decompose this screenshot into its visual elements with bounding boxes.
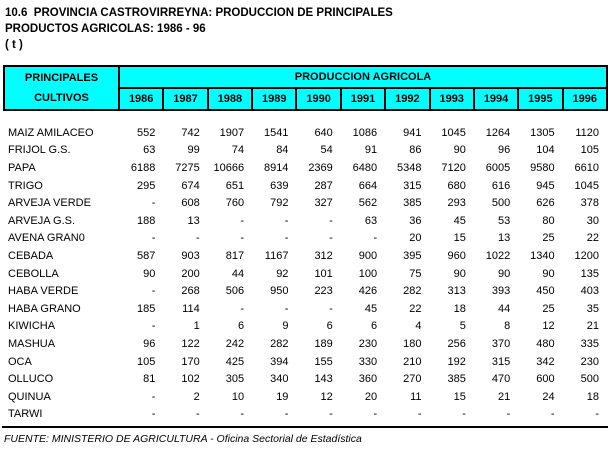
value-cell: 626 [536,197,555,210]
value-cell: 44 [497,302,511,315]
year-header-1992: 1992 [385,88,429,110]
value-cell: 6 [237,320,245,333]
value-cell: 185 [137,302,156,315]
value-cell: 155 [314,355,333,368]
value-cell: 342 [536,355,555,368]
value-cell: 25 [542,302,555,315]
value-cell: 600 [536,373,555,386]
value-cell: 1305 [530,126,555,139]
crop-label: ARVEJA VERDE [8,197,91,210]
value-cell: 587 [137,249,156,262]
table-row [4,110,607,142]
crop-label: MAIZ AMILACEO [8,126,94,139]
value-cell: - [284,232,289,245]
value-cell: 30 [586,214,599,227]
value-cell: - [240,232,245,245]
value-cell: 2 [193,390,200,403]
value-cell: 393 [491,285,511,298]
year-header-1987: 1987 [163,88,207,110]
value-cell: 4 [415,320,422,333]
value-cell: 394 [270,355,289,368]
value-cell: 21 [586,320,599,333]
value-cell: 36 [409,214,422,227]
value-cell: 370 [491,337,511,350]
value-cell: 25 [542,232,555,245]
value-cell: 10 [231,390,245,403]
value-cell: - [284,302,289,315]
value-cell: 5 [459,320,466,333]
value-cell: 53 [497,214,511,227]
value-cell: 312 [314,249,333,262]
crop-label: OLLUCO [8,373,54,386]
value-cell: 13 [187,214,200,227]
table-row [4,370,607,388]
value-cell: - [240,302,245,315]
crop-label: ARVEJA G.S. [8,214,76,227]
value-cell: 91 [364,144,378,157]
value-cell: 480 [536,337,555,350]
value-cell: 817 [225,249,245,262]
value-cell: 242 [225,337,245,350]
value-cell: 114 [182,302,200,315]
value-cell: 1340 [530,249,555,262]
table-row [4,335,607,353]
year-header-1988: 1988 [208,88,252,110]
value-cell: - [284,408,289,421]
production-table [3,65,608,423]
table-row [4,142,607,160]
crop-label: HABA VERDE [8,285,79,298]
value-cell: 1045 [574,179,599,192]
value-cell: 90 [143,267,156,280]
value-cell: 385 [447,373,466,386]
crop-label: AVENA GRAN0 [8,232,85,245]
table-row [4,388,607,406]
value-cell: 20 [409,232,422,245]
table-row [4,406,607,424]
value-cell: 18 [586,390,599,403]
source-note: FUENTE: MINISTERIO DE AGRICULTURA - Oficina Sectorial de Estadística [4,433,362,446]
value-cell: 6 [326,320,333,333]
value-cell: 90 [453,144,466,157]
unit-label: ( t ) [5,39,23,51]
value-cell: 945 [536,179,555,192]
value-cell: 80 [542,214,555,227]
value-cell: 188 [137,214,156,227]
value-cell: 210 [403,355,422,368]
value-cell: 1120 [575,126,599,139]
value-cell: 6610 [574,161,599,174]
value-cell: - [151,232,156,245]
value-cell: 105 [580,144,599,157]
value-cell: 385 [403,197,422,210]
value-cell: 20 [364,390,378,403]
value-cell: - [151,390,156,403]
table-row [4,265,607,283]
value-cell: 21 [497,390,511,403]
value-cell: 287 [314,179,333,192]
value-cell: 664 [358,179,378,192]
year-header-1994: 1994 [474,88,518,110]
value-cell: 1 [193,320,200,333]
value-cell: 1541 [263,126,289,139]
value-cell: 9580 [530,161,555,174]
year-header-1989: 1989 [252,88,296,110]
value-cell: 15 [453,390,466,403]
group-header-cell: PRODUCCION AGRICOLA [119,66,607,88]
value-cell: - [240,408,245,421]
title-line-1: 10.6 PROVINCIA CASTROVIRREYNA: PRODUCCION DE PRINCIPALES [5,7,393,19]
value-cell: 282 [403,285,422,298]
value-cell: - [329,408,333,421]
crop-label: TRIGO [8,179,43,192]
value-cell: 135 [580,267,599,280]
crop-label: MASHUA [8,337,56,350]
value-cell: 180 [403,337,422,350]
value-cell: 9 [282,320,289,333]
crop-label: PAPA [8,161,36,174]
value-cell: 19 [276,390,289,403]
value-cell: - [373,232,378,245]
value-cell: 90 [542,267,555,280]
value-cell: 101 [314,267,333,280]
row-header-cell [4,66,119,110]
value-cell: 562 [358,197,378,210]
crop-label: TARWI [8,408,43,421]
value-cell: 45 [364,302,378,315]
value-cell: 327 [314,197,333,210]
title-line-2: PRODUCTOS AGRICOLAS: 1986 - 96 [5,23,206,35]
table-row [4,230,607,248]
year-header-1996: 1996 [563,88,607,110]
table-row [4,353,607,371]
year-header-1990: 1990 [296,88,340,110]
value-cell: - [196,408,200,421]
value-cell: 54 [320,144,333,157]
value-cell: 960 [447,249,466,262]
value-cell: 44 [231,267,245,280]
crop-label: CEBADA [8,249,54,262]
value-cell: 90 [497,267,511,280]
value-cell: 35 [586,302,599,315]
value-cell: 340 [270,373,289,386]
value-cell: 270 [403,373,422,386]
value-cell: 360 [358,373,378,386]
value-cell: 293 [447,197,466,210]
table-row [4,194,607,212]
row-header-line2: CULTIVOS [34,92,89,104]
value-cell: 230 [358,337,378,350]
value-cell: 639 [270,179,289,192]
value-cell: 102 [181,373,200,386]
value-cell: - [329,214,333,227]
value-cell: - [462,408,466,421]
value-cell: 426 [358,285,378,298]
value-cell: 90 [453,267,466,280]
value-cell: 45 [453,214,466,227]
value-cell: 99 [187,144,200,157]
value-cell: 105 [137,355,156,368]
value-cell: 22 [409,302,422,315]
value-cell: 295 [137,179,156,192]
value-cell: 10666 [213,161,245,174]
crop-label: QUINUA [8,390,51,403]
table-row [4,247,607,265]
value-cell: - [417,408,422,421]
table-row [4,300,607,318]
value-cell: 1022 [485,249,511,262]
value-cell: 81 [143,373,156,386]
value-cell: 330 [358,355,378,368]
value-cell: 63 [364,214,378,227]
value-cell: 760 [225,197,245,210]
value-cell: 12 [320,390,333,403]
value-cell: 1086 [352,126,378,139]
value-cell: 13 [497,232,511,245]
crop-label: KIWICHA [8,320,56,333]
value-cell: - [329,302,333,315]
value-cell: 425 [225,355,245,368]
value-cell: 5348 [397,161,422,174]
value-cell: 651 [225,179,245,192]
value-cell: 192 [447,355,466,368]
row-header-line1: PRINCIPALES [24,72,99,84]
crop-label: HABA GRANO [8,302,81,315]
value-cell: - [240,214,245,227]
value-cell: 335 [580,337,599,350]
value-cell: 189 [314,337,333,350]
value-cell: 6188 [130,161,156,174]
value-cell: - [373,408,378,421]
value-cell: 12 [542,320,555,333]
value-cell: 96 [497,144,511,157]
year-header-1993: 1993 [430,88,474,110]
table-row [4,318,607,336]
value-cell: 1264 [485,126,511,139]
year-header-1986: 1986 [119,88,163,110]
value-cell: - [151,197,156,210]
year-header-1995: 1995 [518,88,562,110]
crop-label: FRIJOL G.S. [8,144,71,157]
value-cell: 1200 [574,249,599,262]
value-cell: 282 [270,337,289,350]
value-cell: 792 [270,197,289,210]
table-row [4,177,607,195]
value-cell: 506 [225,285,245,298]
table-row [4,282,607,300]
value-cell: 1167 [264,249,289,262]
value-cell: - [196,232,200,245]
value-cell: 7275 [175,161,200,174]
value-cell: 84 [276,144,289,157]
value-cell: 18 [453,302,466,315]
value-cell: 450 [536,285,555,298]
value-cell: 903 [181,249,200,262]
value-cell: 8 [504,320,511,333]
value-cell: 305 [225,373,245,386]
value-cell: 608 [181,197,200,210]
value-cell: 395 [403,249,422,262]
value-cell: 1045 [441,126,466,139]
value-cell: 230 [580,355,599,368]
value-cell: 268 [181,285,200,298]
value-cell: 6 [371,320,378,333]
value-cell: - [506,408,511,421]
value-cell: 742 [181,126,200,139]
value-cell: 100 [358,267,378,280]
table-row [4,212,607,230]
value-cell: 92 [276,267,289,280]
title-block [0,0,611,53]
value-cell: 96 [143,337,156,350]
value-cell: 11 [410,390,422,403]
value-cell: 170 [181,355,200,368]
value-cell: - [329,232,333,245]
crop-label: CEBOLLA [8,267,59,280]
value-cell: 315 [403,179,422,192]
value-cell: 674 [181,179,200,192]
value-cell: 500 [580,373,599,386]
value-cell: 552 [137,126,156,139]
value-cell: - [151,408,156,421]
value-cell: 616 [491,179,511,192]
value-cell: 86 [409,144,422,157]
value-cell: 315 [491,355,511,368]
value-cell: - [595,408,599,421]
value-cell: 900 [358,249,378,262]
value-cell: 313 [447,285,466,298]
value-cell: 22 [586,232,599,245]
group-header-row [4,66,607,88]
value-cell: 941 [403,126,422,139]
value-cell: 15 [453,232,466,245]
value-cell: 680 [447,179,466,192]
value-cell: 63 [143,144,156,157]
value-cell: - [550,408,555,421]
value-cell: 143 [314,373,333,386]
table-body [4,110,607,423]
value-cell: 950 [270,285,289,298]
value-cell: - [151,320,156,333]
value-cell: 256 [447,337,466,350]
value-cell: 6005 [485,161,511,174]
value-cell: 24 [542,390,555,403]
value-cell: 1907 [219,126,245,139]
value-cell: 75 [409,267,422,280]
value-cell: 2369 [308,161,333,174]
value-cell: 8914 [263,161,289,174]
value-cell: 7120 [441,161,466,174]
year-header-1991: 1991 [341,88,385,110]
crop-label: OCA [8,355,32,368]
value-cell: 223 [314,285,333,298]
value-cell: 74 [231,144,245,157]
value-cell: 104 [536,144,555,157]
table-header [4,66,607,110]
table-row [4,159,607,177]
value-cell: 6480 [352,161,378,174]
value-cell: 403 [580,285,599,298]
value-cell: 378 [580,197,599,210]
value-cell: - [284,214,289,227]
value-cell: 500 [491,197,511,210]
value-cell: 200 [181,267,200,280]
value-cell: 122 [181,337,200,350]
value-cell: - [151,285,156,298]
value-cell: 640 [314,126,333,139]
value-cell: 470 [491,373,511,386]
